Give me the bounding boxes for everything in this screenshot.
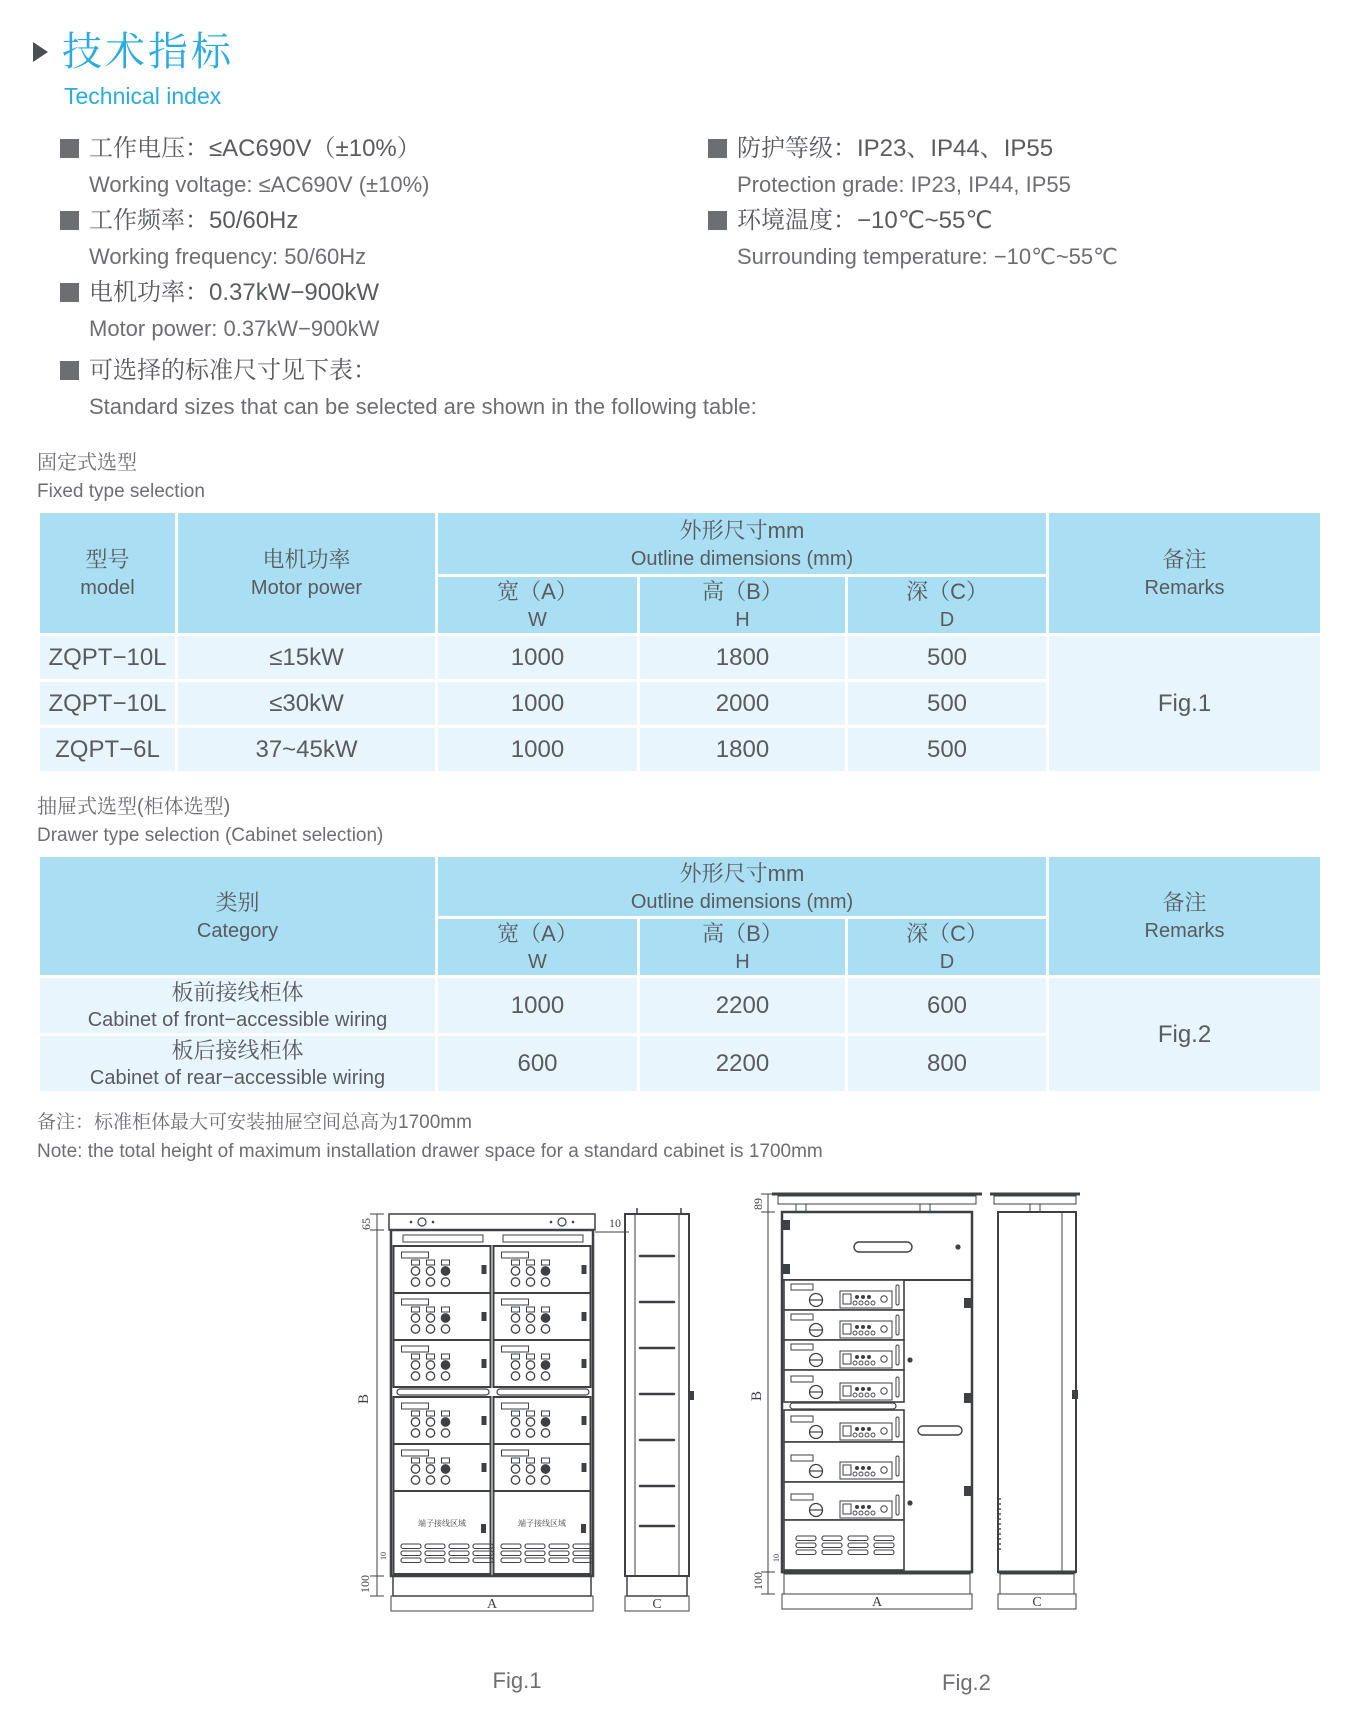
fig2-drawing bbox=[732, 1168, 1082, 1668]
section-label-en: Fixed type selection bbox=[37, 481, 205, 502]
col-header-depth: 深（C） D bbox=[847, 918, 1048, 977]
spec-cn-text: 可选择的标准尺寸见下表： bbox=[89, 357, 377, 384]
spec-en-text: Motor power: 0.37kW−900kW bbox=[89, 316, 380, 341]
fixed-type-table bbox=[37, 510, 1323, 774]
bullet-square-icon bbox=[60, 139, 79, 158]
section-title-row bbox=[33, 28, 1320, 76]
col-header-depth: 深（C） D bbox=[847, 576, 1048, 635]
cell-power: ≤30kW bbox=[177, 681, 437, 727]
col-header-height: 高（B） H bbox=[639, 576, 847, 635]
svg-text:A: A bbox=[871, 1595, 883, 1610]
spec-list bbox=[37, 130, 1320, 346]
cell-model: ZQPT−10L bbox=[39, 635, 177, 681]
svg-text:端子接线区域: 端子接线区域 bbox=[418, 1519, 466, 1528]
bullet-square-icon bbox=[708, 211, 727, 230]
cell-depth: 800 bbox=[847, 1035, 1048, 1093]
cell-remark: Fig.1 bbox=[1048, 635, 1322, 773]
footnote bbox=[37, 1108, 1320, 1166]
cell-height: 2200 bbox=[639, 1035, 847, 1093]
svg-text:65: 65 bbox=[359, 1218, 373, 1230]
col-header-width: 宽（A） W bbox=[437, 576, 639, 635]
cell-depth: 600 bbox=[847, 977, 1048, 1035]
spec-item-table-intro bbox=[37, 352, 1320, 424]
table-row bbox=[39, 977, 1322, 1035]
spec-cn-text: 环境温度：−10℃~55℃ bbox=[737, 207, 993, 234]
svg-text:C: C bbox=[1032, 1595, 1042, 1610]
col-header-motor-power: 电机功率 Motor power bbox=[177, 512, 437, 635]
svg-text:端子接线区域: 端子接线区域 bbox=[518, 1519, 566, 1528]
fixed-table-heading bbox=[37, 448, 1320, 506]
section-label-cn: 固定式选型 bbox=[37, 452, 137, 474]
table-header-row bbox=[39, 512, 1322, 576]
col-header-remarks: 备注 Remarks bbox=[1048, 856, 1322, 977]
fig1-front-view bbox=[389, 1214, 595, 1596]
spec-en-text: Standard sizes that can be selected are shown in the following table: bbox=[89, 394, 757, 419]
table-header-row bbox=[39, 856, 1322, 918]
cell-category: 板后接线柜体 Cabinet of rear−accessible wiring bbox=[39, 1035, 437, 1093]
figure-caption: Fig.1 bbox=[492, 1668, 542, 1693]
spec-en-text: Surrounding temperature: −10℃~55℃ bbox=[737, 244, 1118, 269]
figure-caption: Fig.2 bbox=[942, 1670, 991, 1695]
spec-column-right bbox=[685, 130, 1320, 346]
footnote-en: Note: the total height of maximum installation drawer space for a standard cabinet is 1700mm bbox=[37, 1141, 823, 1162]
cell-width: 1000 bbox=[437, 977, 639, 1035]
fig1-side-view bbox=[625, 1208, 694, 1612]
cell-category: 板前接线柜体 Cabinet of front−accessible wiring bbox=[39, 977, 437, 1035]
col-header-width: 宽（A） W bbox=[437, 918, 639, 977]
cell-power: 37~45kW bbox=[177, 727, 437, 773]
figure-2 bbox=[732, 1168, 1082, 1696]
cell-width: 1000 bbox=[437, 635, 639, 681]
footnote-cn: 备注：标准柜体最大可安装抽屉空间总高为1700mm bbox=[37, 1112, 472, 1133]
page-subtitle: Technical index bbox=[64, 83, 222, 109]
spec-item-working-voltage bbox=[37, 130, 685, 202]
svg-text:10: 10 bbox=[379, 1552, 388, 1560]
cell-depth: 500 bbox=[847, 727, 1048, 773]
cell-model: ZQPT−6L bbox=[39, 727, 177, 773]
svg-text:100: 100 bbox=[751, 1572, 765, 1590]
col-header-remarks: 备注 Remarks bbox=[1048, 512, 1322, 635]
col-header-model: 型号 model bbox=[39, 512, 177, 635]
spec-cn-text: 工作电压：≤AC690V（±10%） bbox=[89, 135, 421, 162]
svg-text:B: B bbox=[749, 1390, 765, 1402]
spec-item-surrounding-temperature bbox=[685, 202, 1320, 274]
arrow-right-icon bbox=[33, 42, 48, 62]
spec-en-text: Protection grade: IP23, IP44, IP55 bbox=[737, 172, 1071, 197]
table-row bbox=[39, 635, 1322, 681]
cell-depth: 500 bbox=[847, 681, 1048, 727]
spec-en-text: Working frequency: 50/60Hz bbox=[89, 244, 367, 269]
spec-cn-text: 工作频率：50/60Hz bbox=[89, 207, 299, 234]
cell-width: 1000 bbox=[437, 681, 639, 727]
bullet-square-icon bbox=[708, 139, 727, 158]
section-label-en: Drawer type selection (Cabinet selection) bbox=[37, 825, 384, 846]
col-header-outline-dimensions: 外形尺寸mm Outline dimensions (mm) bbox=[437, 856, 1048, 918]
cell-height: 1800 bbox=[639, 727, 847, 773]
cell-width: 600 bbox=[437, 1035, 639, 1093]
col-header-height: 高（B） H bbox=[639, 918, 847, 977]
section-label-cn: 抽屉式选型(柜体选型) bbox=[37, 796, 231, 818]
svg-text:100: 100 bbox=[358, 1575, 372, 1593]
svg-text:C: C bbox=[652, 1597, 662, 1612]
cell-height: 1800 bbox=[639, 635, 847, 681]
cell-model: ZQPT−10L bbox=[39, 681, 177, 727]
cell-height: 2200 bbox=[639, 977, 847, 1035]
spec-item-motor-power bbox=[37, 274, 685, 346]
spec-column-left bbox=[37, 130, 685, 346]
svg-text:89: 89 bbox=[751, 1198, 765, 1210]
cell-remark: Fig.2 bbox=[1048, 977, 1322, 1093]
svg-text:B: B bbox=[356, 1393, 372, 1405]
fig2-front-view bbox=[772, 1194, 982, 1594]
fig2-side-view bbox=[990, 1194, 1080, 1610]
spec-cn-text: 防护等级：IP23、IP44、IP55 bbox=[737, 135, 1054, 162]
cell-depth: 500 bbox=[847, 635, 1048, 681]
spec-item-working-frequency bbox=[37, 202, 685, 274]
spec-en-text: Working voltage: ≤AC690V (±10%) bbox=[89, 172, 430, 197]
fig1-drawing bbox=[337, 1186, 697, 1666]
bullet-square-icon bbox=[60, 211, 79, 230]
cell-width: 1000 bbox=[437, 727, 639, 773]
cell-height: 2000 bbox=[639, 681, 847, 727]
spec-cn-text: 电机功率：0.37kW−900kW bbox=[89, 279, 380, 306]
cell-power: ≤15kW bbox=[177, 635, 437, 681]
bullet-square-icon bbox=[60, 361, 79, 380]
spec-item-protection-grade bbox=[685, 130, 1320, 202]
svg-text:10: 10 bbox=[772, 1554, 781, 1562]
col-header-category: 类别 Category bbox=[39, 856, 437, 977]
drawer-type-table bbox=[37, 854, 1323, 1094]
col-header-outline-dimensions: 外形尺寸mm Outline dimensions (mm) bbox=[437, 512, 1048, 576]
bullet-square-icon bbox=[60, 283, 79, 302]
page-title: 技术指标 bbox=[62, 30, 234, 74]
svg-text:10: 10 bbox=[609, 1216, 621, 1230]
figures-area bbox=[37, 1168, 1320, 1713]
figure-1 bbox=[337, 1186, 697, 1694]
drawer-table-heading bbox=[37, 792, 1320, 850]
svg-text:A: A bbox=[486, 1597, 498, 1612]
